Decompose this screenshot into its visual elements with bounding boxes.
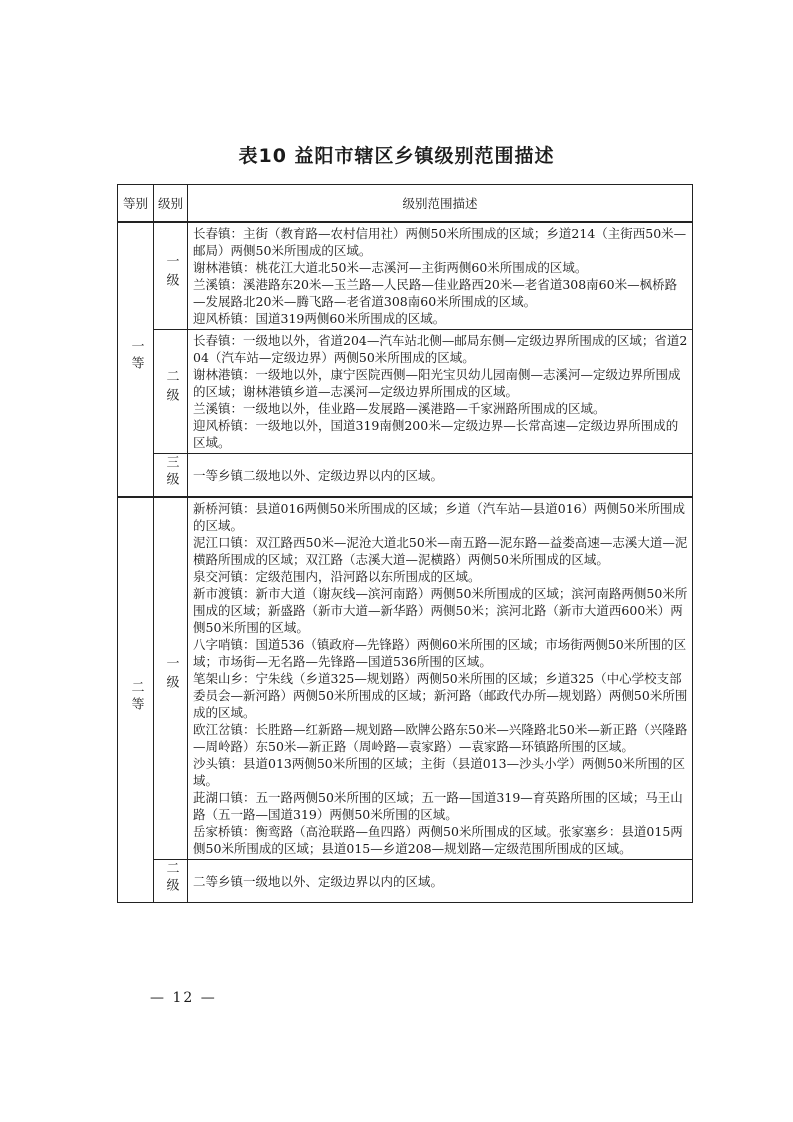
desc-entry: 沙头镇：县道013两侧50米所围的区域；主街（县道013—沙头小学）两侧50米所围的区域。 — [193, 756, 686, 788]
header-desc: 级别范围描述 — [188, 185, 693, 223]
desc-entry: 新桥河镇：县道016两侧50米所围成的区域；乡道（汽车站—县道016）两侧50米所围成的区域。 — [193, 501, 686, 533]
table-row — [118, 497, 693, 860]
level-cell — [154, 497, 188, 860]
level-cell — [154, 330, 188, 454]
desc-entry: 新市渡镇：新市大道（谢灰线—滨河南路）两侧50米所围成的区域；滨河南路两侧50米所围成的区域；新盛路（新市大道—新华路）两侧50米；滨河北路（新市大道西600米）两侧50米所围的区域。 — [193, 586, 688, 635]
desc-entry: 迎风桥镇：一级地以外，国道319南侧200米—定级边界—长常高速—定级边界所围成的区域。 — [193, 418, 679, 450]
desc-entry: 兰溪镇：一级地以外，佳业路—发展路—溪港路—千家洲路所围成的区域。 — [193, 401, 606, 416]
header-level — [154, 185, 188, 223]
header-grade-text: 等别 — [122, 195, 148, 211]
header-grade — [118, 185, 154, 223]
level-range-table — [117, 184, 693, 903]
grade-label: 二等 — [128, 679, 144, 714]
grade-label: 一等 — [128, 339, 144, 373]
table-title: 表10 益阳市辖区乡镇级别范围描述 — [238, 145, 555, 167]
desc-cell — [188, 454, 693, 498]
desc-entry: 长春镇：主街（教育路—农村信用社）两侧50米所围成的区域；乡道214（主街西50米—邮局）两侧50米所围成的区域。 — [193, 226, 687, 258]
level-label: 一级 — [163, 253, 179, 292]
grade-cell-1 — [118, 222, 154, 497]
desc-entry: 谢林港镇：桃花江大道北50米—志溪河—主街两侧60米所围成的区域。 — [193, 260, 588, 275]
desc-entry: 欧江岔镇：长胜路—红新路—规划路—欧牌公路东50米—兴隆路北50米—新正路（兴隆路—周岭路）东50米—新正路（周岭路—袁家路）—袁家路—环镇路所围的区域。 — [193, 722, 688, 754]
level-label: 二级 — [163, 860, 179, 895]
table-row — [118, 222, 693, 330]
level-cell — [154, 454, 188, 498]
level-label: 三级 — [163, 454, 179, 489]
desc-entry: 谢林港镇：一级地以外，康宁医院西侧—阳光宝贝幼儿园南侧—志溪河—定级边界所围成的区域；谢林港镇乡道—志溪河—定级边界所围成的区域。 — [193, 367, 681, 399]
table-row — [118, 454, 693, 498]
desc-entry: 笔架山乡：宁朱线（乡道325—规划路）两侧50米所围的区域；乡道325（中心学校支部委员会—新河路）两侧50米所围成的区域；新河路（邮政代办所—规划路）两侧50米所围成的区域。 — [193, 671, 688, 720]
desc-entry: 一等乡镇二级地以外、定级边界以内的区域。 — [193, 467, 444, 483]
desc-entry: 泉交河镇：定级范围内，沿河路以东所围成的区域。 — [193, 569, 481, 584]
level-label: 二级 — [163, 369, 179, 407]
level-cell — [154, 222, 188, 330]
table-row — [118, 330, 693, 454]
desc-entry: 二等乡镇一级地以外、定级边界以内的区域。 — [193, 873, 444, 889]
page-number: — 12 — — [150, 990, 217, 1006]
grade-cell-2 — [118, 497, 154, 903]
desc-entry: 八字哨镇：国道536（镇政府—先锋路）两侧60米所围的区域；市场街两侧50米所围的区域；市场街—无名路—先锋路—国道536所围的区域。 — [193, 637, 687, 669]
desc-entry: 茈湖口镇：五一路两侧50米所围的区域；五一路—国道319—育英路所围的区域；马王山路（五一路—国道319）两侧50米所围的区域。 — [193, 790, 683, 822]
header-level-text: 级别 — [157, 195, 183, 211]
header-row — [118, 185, 693, 223]
table-row — [118, 860, 693, 903]
desc-cell — [188, 860, 693, 903]
desc-cell — [188, 222, 693, 330]
desc-entry: 迎风桥镇：国道319两侧60米所围成的区域。 — [193, 311, 446, 326]
level-label: 一级 — [163, 656, 179, 694]
level-cell — [154, 860, 188, 903]
desc-entry: 岳家桥镇：衡鸾路（高沧联路—鱼四路）两侧50米所围成的区域。张家塞乡：县道015两侧50米所围成的区域；县道015—乡道208—规划路—定级范围所围成的区域。 — [193, 824, 683, 856]
desc-cell — [188, 330, 693, 454]
desc-entry: 泥江口镇：双江路西50米—泥沧大道北50米—南五路—泥东路—益娄高速—志溪大道—泥横路所围成的区域；双江路（志溪大道—泥横路）两侧50米所围成的区域。 — [193, 535, 688, 567]
desc-cell — [188, 497, 693, 860]
desc-entry: 兰溪镇：溪港路东20米—玉兰路—人民路—佳业路西20米—老省道308南60米—枫桥路—发展路北20米—腾飞路—老省道308南60米所围成的区域。 — [193, 277, 678, 309]
desc-entry: 长春镇：一级地以外，省道204—汽车站北侧—邮局东侧—定级边界所围成的区域；省道204（汽车站—定级边界）两侧50米所围成的区域。 — [193, 333, 688, 365]
